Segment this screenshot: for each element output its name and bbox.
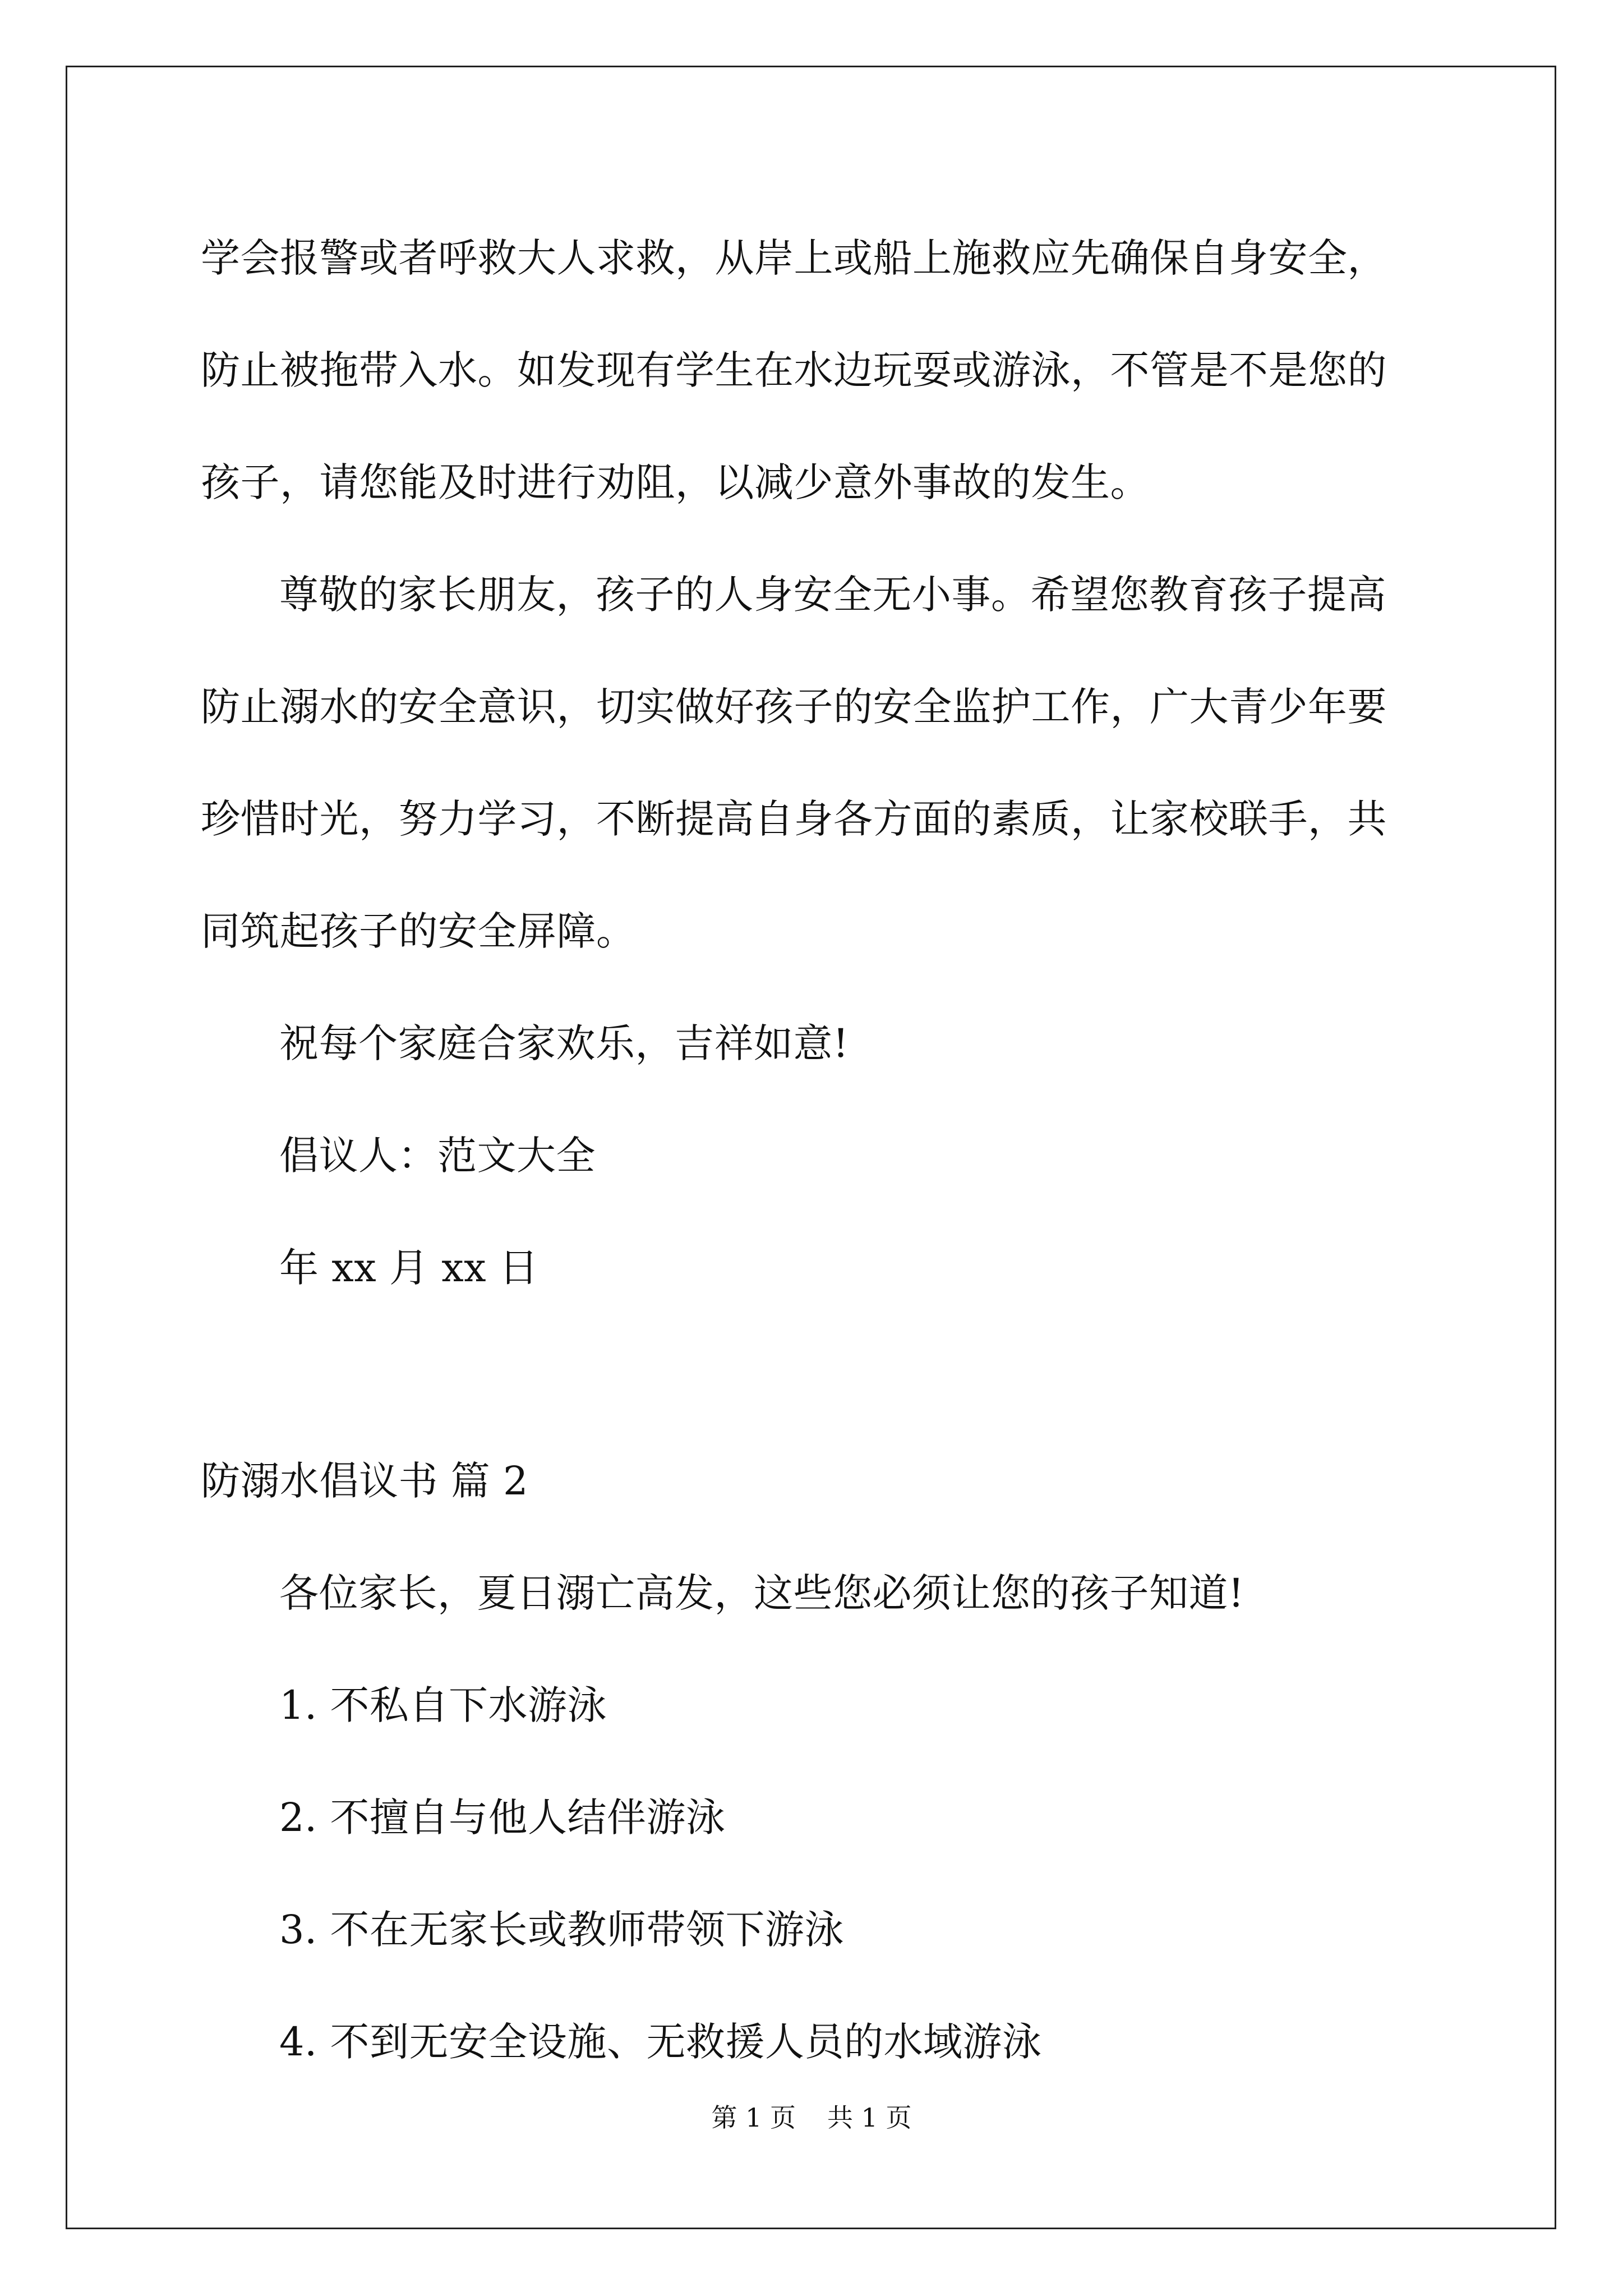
paragraph-line: 珍惜时光，努力学习，不断提高自身各方面的素质，让家校联手，共: [201, 796, 1387, 842]
paragraph-line: 学会报警或者呼救大人求救，从岸上或船上施救应先确保自身安全，: [201, 235, 1387, 281]
page-number-current: 第 1 页: [711, 2102, 796, 2133]
paragraph-line: 同筑起孩子的安全屏障。: [201, 908, 636, 954]
paragraph-line: 尊敬的家长朋友，孩子的人身安全无小事。希望您教育孩子提高: [279, 572, 1386, 618]
page-footer: [0, 2101, 1623, 2134]
paragraph-line: 孩子，请您能及时进行劝阻，以减少意外事故的发生。: [201, 459, 1150, 505]
paragraph-line: 防止被拖带入水。如发现有学生在水边玩耍或游泳，不管是不是您的: [201, 347, 1387, 393]
section-spacer: [201, 1324, 1435, 1425]
blessing-text: 祝每个家庭合家欢乐，吉祥如意!: [279, 1020, 849, 1066]
rule-item: 2. 不擅自与他人结伴游泳: [279, 1795, 726, 1841]
paragraph-line: 防止溺水的安全意识，切实做好孩子的安全监护工作，广大青少年要: [201, 684, 1387, 730]
section-title: 防溺水倡议书 篇 2: [201, 1458, 529, 1504]
section-intro: 各位家长，夏日溺亡高发，这些您必须让您的孩子知道!: [279, 1570, 1244, 1616]
date-text: 年 xx 月 xx 日: [279, 1245, 539, 1291]
proposer-text: 倡议人：范文大全: [279, 1133, 596, 1179]
rule-item: 4. 不到无安全设施、无救援人员的水域游泳: [279, 2019, 1042, 2065]
rule-item: 1. 不私自下水游泳: [279, 1682, 607, 1728]
document-body: [201, 202, 1435, 2098]
rule-item: 3. 不在无家长或教师带领下游泳: [279, 1907, 845, 1953]
page-number-total: 共 1 页: [827, 2102, 912, 2133]
